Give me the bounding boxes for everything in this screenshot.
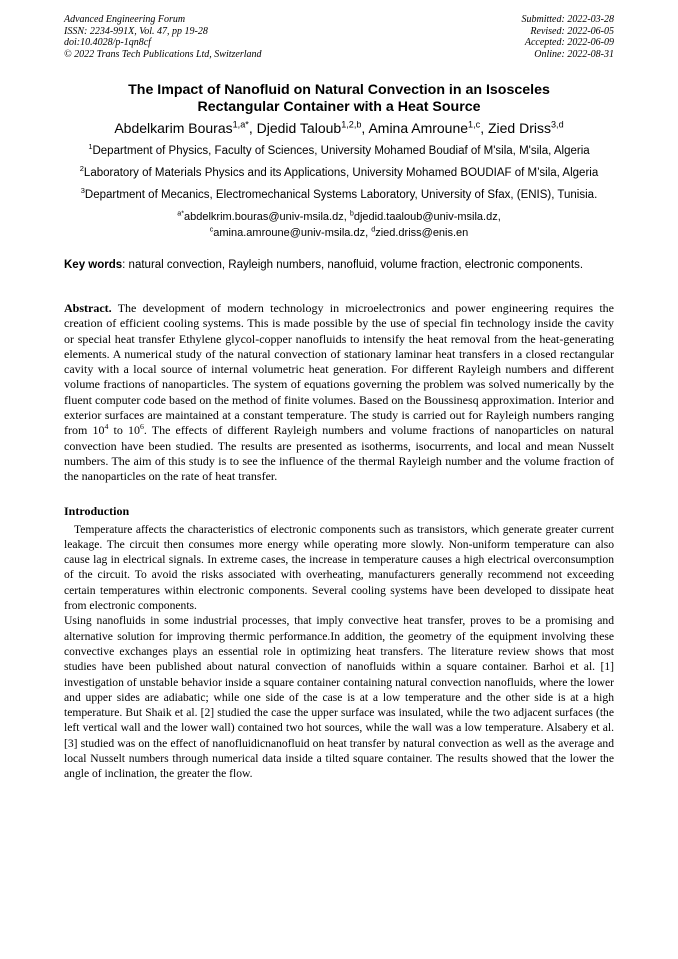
affiliation [64, 165, 614, 181]
revised-date: Revised: 2022-06-05 [530, 25, 614, 37]
email-mark: c [209, 225, 214, 234]
email-link[interactable]: amina.amroune@univ-msila.dz [213, 227, 366, 239]
journal-header [64, 14, 614, 60]
keywords-label: Key words [64, 259, 123, 271]
email-mark: b [349, 209, 354, 218]
online-date: Online: 2022-08-31 [534, 48, 614, 60]
paragraph-text: Using nanofluids in some industrial processes, that imply convective heat transfer, proves to be a promising and alternative solution for improving thermic performance.In addition, the geometry of the equipment involving these convective exchanges plays an essential role in optimizing heat transfers. The literature review shows that most studies have been published about natural convection of nanofluids within a square container. Barhoi et al. [1] investigation of unstable behavior inside a square container containing natural convection nanofluids, where the lower and upper sides are adiabatic; while one side of the case is at a low temperature and the other side is at a high temperature. But Shaik et al. [2] studied the case the upper surface was insulated, while the two adjacent surfaces (the left vertical wall and the lower wall) contained two hot sources, while the wall was a low temperature. Alsabery et al. [3] studied was on the effect of nanofluidicnanofluid on heat transfer by natural convection as well as the average and local Nusselt numbers through numerical data inside a tilted square container. The results showed that the lower the angle of inclination, the greater the flow. [64, 614, 614, 781]
author-affiliation-mark: 1,c [468, 119, 481, 130]
email-link[interactable]: djedid.taaloub@univ-msila.dz [353, 211, 498, 223]
exponent: 4 [104, 422, 109, 432]
keywords [64, 258, 614, 273]
author-list: Abdelkarim Bouras$^{1,a*}$, Djedid Taloub$^{1,2,b}$, Amina Amroune$^{1,c}$, Zied Driss$^{3,d}$ [114, 119, 564, 136]
title-line: The Impact of Nanofluid on Natural Convection in an Isosceles [128, 82, 550, 98]
affiliation-mark: 3 [80, 186, 85, 196]
affiliation [64, 187, 614, 203]
body-paragraph [64, 613, 614, 781]
title-line: Rectangular Container with a Heat Source [197, 99, 481, 115]
paper-title [64, 82, 614, 116]
journal-name: Advanced Engineering Forum [64, 14, 186, 25]
paper-page [64, 14, 614, 782]
author-name: Amina Amroune [368, 120, 469, 136]
affiliation-text: Department of Mecanics, Electromechanical Systems Laboratory, University of Sfax, (ENIS), Tunisia. [84, 189, 598, 201]
exponent: 6 [139, 422, 144, 432]
abstract [64, 301, 614, 485]
affiliation-mark: 1 [88, 142, 93, 152]
email-link[interactable]: zied.driss@enis.en [375, 227, 469, 239]
submitted-date: Submitted: 2022-03-28 [521, 14, 614, 25]
email-link[interactable]: abdelkrim.bouras@univ-msila.dz [184, 211, 344, 223]
abstract-text: The development of modern technology in microelectronics and power engineering requires the creation of efficient cooling systems. This is made possible by the use of special fin technology inside the cavity or special heat transfer Ethylene glycol-copper nanofluids to intensify the heat removal from the heat-generating elements. A numerical study of the natural convection of stationary laminar heat transfers in a closed rectangular cavity with a local source of internal volumetric heat generation. For different Rayleigh numbers and different volume fractions of nanoparticles. The system of equations governing the problem was solved numerically by the fluent computer code based on the method of finite volumes. Based on the Boussinesq approximation. Interior and exterior surfaces are maintained at a constant temperature. The study is carried out for Rayleigh numbers ranging from 10 [64, 301, 614, 438]
author-name: Zied Driss [487, 120, 551, 136]
abstract-text: . The effects of different Rayleigh numbers and volume fractions of nanoparticles on natural convection have been studied. The results are presented as isotherms, isocurrents, and local and mean Nusselt numbers. The aim of this study is to see the influence of the thermal Rayleigh number and the volume fraction of the nanoparticles on the rate of heat transfer. [64, 423, 614, 484]
email-mark: d [371, 225, 376, 234]
paragraph-text: Temperature affects the characteristics of electronic components such as transistors, which generate greater current leakage. The circuit then consumes more energy while operating more slowly. Non-uniform temperature can also cause lag in electrical signals. In extreme cases, the increase in temperature causes a high electrical overconsumption of the circuit. To avoid the risks associated with overheating, manufacturers generally recommend not exceeding certain temperatures within electronic components. Several cooling systems have been developed to dissipate heat from electronic components. [64, 522, 614, 613]
affiliation-text: Laboratory of Materials Physics and its Applications, University Mohamed BOUDIAF of M’sila, Algeria [83, 167, 599, 179]
section-heading: Introduction [64, 503, 130, 518]
copyright-line: © 2022 Trans Tech Publications Ltd, Switzerland [64, 48, 262, 60]
author-affiliation-mark: 1,2,b [341, 119, 362, 130]
issn-line: ISSN: 2234-991X, Vol. 47, pp 19-28 [64, 25, 208, 37]
accepted-date: Accepted: 2022-06-09 [524, 37, 614, 48]
doi-line: doi:10.4028/p-1qn8cf [64, 37, 151, 48]
abstract-text: to 10 [108, 423, 140, 438]
email-mark: a* [177, 209, 184, 218]
journal-info [64, 14, 262, 60]
publication-dates [522, 14, 615, 60]
body-paragraph [64, 522, 614, 614]
author-affiliation-mark: 3,d [550, 119, 564, 130]
affiliation-mark: 2 [79, 164, 84, 174]
abstract-label: Abstract. [64, 301, 112, 315]
author-name: Abdelkarim Bouras [114, 120, 233, 136]
affiliation [64, 143, 614, 159]
author-name: Djedid Taloub [256, 120, 342, 136]
author-emails: $^{a*}$abdelkrim.bouras@univ-msila.dz, $^b$djedid.taaloub@univ-msila.dz, $^c$amina.amroune@univ-msila.dz, $^d$zied.driss@enis.en [177, 209, 501, 239]
affiliation-text: Department of Physics, Faculty of Sciences, University Mohamed Boudiaf of M'sila, M'sila, Algeria [92, 145, 590, 157]
author-affiliation-mark: 1,a* [232, 119, 249, 130]
keywords-text: : natural convection, Rayleigh numbers, nanofluid, volume fraction, electronic components. [122, 259, 584, 271]
